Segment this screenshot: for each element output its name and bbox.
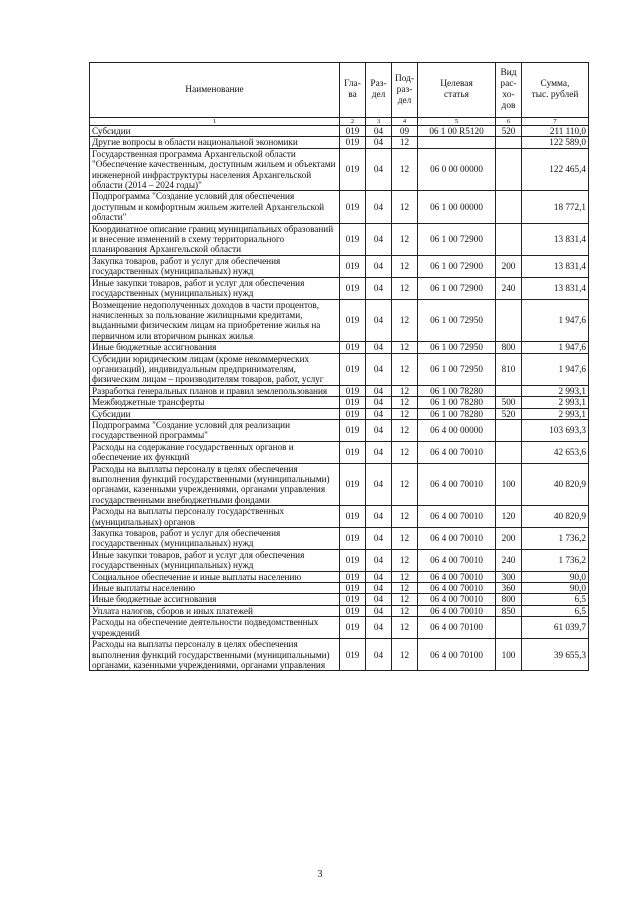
row-sum: 122 465,4 [522,148,589,191]
row-target: 06 1 00 72950 [418,299,496,342]
table-row [90,299,589,342]
table-row [90,223,589,255]
row-sum: 13 831,4 [522,255,589,277]
header-sum: Сумма, тыс. рублей [522,63,589,118]
row-target: 06 1 00 78280 [418,397,496,408]
row-podrazdel: 12 [392,299,418,342]
row-sum: 1 736,2 [522,549,589,571]
table-row [90,342,589,353]
row-name: Субсидии [90,126,340,137]
row-glava: 019 [340,299,366,342]
row-razdel: 04 [366,223,392,255]
row-razdel: 04 [366,571,392,582]
row-razdel: 04 [366,191,392,223]
row-name: Возмещение недополученных доходов в части процентов, начисленных за пользование жилищными кредитами, выданными физическим лицам на приобретение жилья на первичном или вторичном рынках жилья [90,299,340,342]
row-name: Разработка генеральных планов и правил землепользования [90,385,340,396]
row-glava: 019 [340,419,366,441]
row-podrazdel: 12 [392,255,418,277]
column-number-row [90,118,589,126]
row-razdel: 04 [366,353,392,385]
row-vid: 120 [496,506,522,528]
row-vid [496,419,522,441]
row-name: Расходы на выплаты персоналу в целях обеспечения выполнения функций государственными (муниципальными) органами, казенными учреждениями, органами управления государственными внебюджетными фондами [90,463,340,506]
row-razdel: 04 [366,419,392,441]
table-row [90,463,589,506]
table-row [90,255,589,277]
budget-table [89,62,589,671]
row-podrazdel: 12 [392,441,418,463]
row-sum: 2 993,1 [522,408,589,419]
table-row [90,191,589,223]
row-name: Иные закупки товаров, работ и услуг для обеспечения государственных (муниципальных) нужд [90,549,340,571]
row-vid [496,137,522,148]
row-sum: 1 947,6 [522,353,589,385]
row-razdel: 04 [366,463,392,506]
table-row [90,137,589,148]
row-name: Государственная программа Архангельской области "Обеспечение качественным, доступным жильем и объектами инженерной инфраструктуры населения Архангельской области (2014 – 2024 годы)" [90,148,340,191]
row-sum: 103 693,3 [522,419,589,441]
table-row [90,408,589,419]
row-podrazdel: 12 [392,419,418,441]
row-glava: 019 [340,397,366,408]
row-target: 06 4 00 70010 [418,506,496,528]
row-glava: 019 [340,594,366,605]
table-row [90,148,589,191]
table-row [90,639,589,671]
row-vid: 850 [496,605,522,616]
row-target: 06 4 00 70010 [418,605,496,616]
table-row [90,353,589,385]
row-podrazdel: 12 [392,605,418,616]
row-sum: 13 831,4 [522,277,589,299]
row-target: 06 4 00 70100 [418,617,496,639]
row-target: 06 1 00 72900 [418,223,496,255]
row-name: Расходы на выплаты персоналу в целях обеспечения выполнения функций государственными (муниципальными) органами, казенными учреждениями, органами управления [90,639,340,671]
row-target: 06 4 00 70010 [418,463,496,506]
row-razdel: 04 [366,617,392,639]
table-row [90,397,589,408]
table-header-row [90,63,589,118]
row-target: 06 4 00 70010 [418,594,496,605]
row-sum: 18 772,1 [522,191,589,223]
row-podrazdel: 12 [392,137,418,148]
row-podrazdel: 12 [392,342,418,353]
row-vid [496,223,522,255]
row-razdel: 04 [366,277,392,299]
row-razdel: 04 [366,583,392,594]
row-podrazdel: 12 [392,549,418,571]
row-razdel: 04 [366,639,392,671]
row-name: Иные бюджетные ассигнования [90,594,340,605]
row-target: 06 4 00 70010 [418,549,496,571]
row-razdel: 04 [366,408,392,419]
row-sum: 90,0 [522,571,589,582]
header-vid: Вид рас- хо- дов [496,63,522,118]
row-podrazdel: 12 [392,408,418,419]
table-row [90,594,589,605]
row-sum: 122 589,0 [522,137,589,148]
row-name: Подпрограмма "Создание условий для обеспечения доступным и комфортным жильем жителей Архангельской области" [90,191,340,223]
row-target: 06 4 00 00000 [418,419,496,441]
row-target: 06 4 00 70010 [418,528,496,550]
header-name: Наименование [90,63,340,118]
row-target: 06 1 00 72950 [418,342,496,353]
row-razdel: 04 [366,126,392,137]
row-razdel: 04 [366,137,392,148]
row-target: 06 1 00 72900 [418,255,496,277]
row-podrazdel: 12 [392,617,418,639]
row-name: Уплата налогов, сборов и иных платежей [90,605,340,616]
row-razdel: 04 [366,385,392,396]
row-name: Иные закупки товаров, работ и услуг для обеспечения государственных (муниципальных) нужд [90,277,340,299]
row-podrazdel: 12 [392,277,418,299]
row-sum: 2 993,1 [522,385,589,396]
row-podrazdel: 12 [392,148,418,191]
table-row [90,549,589,571]
row-razdel: 04 [366,506,392,528]
row-target [418,137,496,148]
table-row [90,528,589,550]
row-target: 06 1 00 78280 [418,385,496,396]
table-row [90,126,589,137]
row-vid: 240 [496,277,522,299]
row-podrazdel: 12 [392,528,418,550]
row-glava: 019 [340,528,366,550]
row-sum: 6,5 [522,594,589,605]
table-row [90,605,589,616]
row-glava: 019 [340,342,366,353]
table-row [90,419,589,441]
row-podrazdel: 12 [392,506,418,528]
header-glava: Гла- ва [340,63,366,118]
table-row [90,506,589,528]
row-glava: 019 [340,605,366,616]
row-glava: 019 [340,408,366,419]
row-vid: 100 [496,639,522,671]
column-number: 4 [392,118,418,126]
row-sum: 1 947,6 [522,299,589,342]
row-vid [496,148,522,191]
column-number: 5 [418,118,496,126]
column-number: 2 [340,118,366,126]
row-razdel: 04 [366,255,392,277]
row-sum: 6,5 [522,605,589,616]
row-target: 06 1 00 72950 [418,353,496,385]
row-glava: 019 [340,506,366,528]
row-vid: 520 [496,408,522,419]
row-sum: 42 653,6 [522,441,589,463]
row-razdel: 04 [366,605,392,616]
row-target: 06 0 00 00000 [418,148,496,191]
row-glava: 019 [340,463,366,506]
row-glava: 019 [340,223,366,255]
row-sum: 2 993,1 [522,397,589,408]
row-vid [496,385,522,396]
row-podrazdel: 12 [392,571,418,582]
row-razdel: 04 [366,528,392,550]
row-target: 06 4 00 70010 [418,583,496,594]
row-podrazdel: 12 [392,191,418,223]
row-name: Закупка товаров, работ и услуг для обеспечения государственных (муниципальных) нужд [90,528,340,550]
row-razdel: 04 [366,299,392,342]
table-row [90,571,589,582]
row-name: Расходы на содержание государственных органов и обеспечение их функций [90,441,340,463]
row-name: Другие вопросы в области национальной экономики [90,137,340,148]
row-name: Расходы на выплаты персоналу государственных (муниципальных) органов [90,506,340,528]
table-row [90,583,589,594]
row-vid: 520 [496,126,522,137]
row-target: 06 4 00 70010 [418,441,496,463]
row-podrazdel: 12 [392,223,418,255]
row-vid: 300 [496,571,522,582]
row-podrazdel: 12 [392,639,418,671]
row-vid: 200 [496,255,522,277]
row-glava: 019 [340,549,366,571]
row-podrazdel: 12 [392,385,418,396]
row-name: Социальное обеспечение и иные выплаты населению [90,571,340,582]
row-podrazdel: 12 [392,594,418,605]
header-podrazdel: Под- раз- дел [392,63,418,118]
row-target: 06 1 00 00000 [418,191,496,223]
row-podrazdel: 09 [392,126,418,137]
row-sum: 13 831,4 [522,223,589,255]
column-number: 6 [496,118,522,126]
row-glava: 019 [340,255,366,277]
row-glava: 019 [340,277,366,299]
row-podrazdel: 12 [392,583,418,594]
column-number: 1 [90,118,340,126]
header-razdel: Раз- дел [366,63,392,118]
row-razdel: 04 [366,549,392,571]
row-glava: 019 [340,191,366,223]
table-row [90,441,589,463]
row-glava: 019 [340,639,366,671]
row-podrazdel: 12 [392,463,418,506]
row-razdel: 04 [366,594,392,605]
row-vid: 200 [496,528,522,550]
row-name: Иные выплаты населению [90,583,340,594]
row-razdel: 04 [366,148,392,191]
row-razdel: 04 [366,342,392,353]
row-name: Субсидии [90,408,340,419]
row-glava: 019 [340,571,366,582]
row-vid: 800 [496,594,522,605]
row-name: Межбюджетные трансферты [90,397,340,408]
table-row [90,277,589,299]
row-sum: 39 655,3 [522,639,589,671]
row-name: Подпрограмма "Создание условий для реализации государственной программы" [90,419,340,441]
row-glava: 019 [340,385,366,396]
column-number: 7 [522,118,589,126]
row-target: 06 1 00 72900 [418,277,496,299]
row-razdel: 04 [366,397,392,408]
row-sum: 211 110,0 [522,126,589,137]
row-vid [496,617,522,639]
row-name: Субсидии юридическим лицам (кроме некоммерческих организаций), индивидуальным предпринимателям, физическим лицам – производителям товаров, работ, услуг [90,353,340,385]
row-glava: 019 [340,583,366,594]
row-sum: 40 820,9 [522,463,589,506]
header-target: Целевая статья [418,63,496,118]
table-row [90,617,589,639]
row-sum: 90,0 [522,583,589,594]
row-target: 06 1 00 78280 [418,408,496,419]
row-vid: 100 [496,463,522,506]
row-sum: 1 736,2 [522,528,589,550]
row-razdel: 04 [366,441,392,463]
row-name: Закупка товаров, работ и услуг для обеспечения государственных (муниципальных) нужд [90,255,340,277]
row-vid [496,191,522,223]
row-target: 06 1 00 R5120 [418,126,496,137]
row-name: Расходы на обеспечение деятельности подведомственных учреждений [90,617,340,639]
row-name: Иные бюджетные ассигнования [90,342,340,353]
row-glava: 019 [340,148,366,191]
row-vid: 800 [496,342,522,353]
row-target: 06 4 00 70100 [418,639,496,671]
row-sum: 1 947,6 [522,342,589,353]
row-glava: 019 [340,137,366,148]
column-number: 3 [366,118,392,126]
row-vid [496,299,522,342]
row-podrazdel: 12 [392,397,418,408]
row-sum: 61 039,7 [522,617,589,639]
row-glava: 019 [340,126,366,137]
row-vid: 360 [496,583,522,594]
row-vid: 500 [496,397,522,408]
row-target: 06 4 00 70010 [418,571,496,582]
table-row [90,385,589,396]
row-vid: 240 [496,549,522,571]
page-number: 3 [317,869,323,880]
row-glava: 019 [340,617,366,639]
row-vid [496,441,522,463]
row-glava: 019 [340,441,366,463]
row-name: Координатное описание границ муниципальных образований и внесение изменений в схему территориального планирования Архангельской области [90,223,340,255]
row-sum: 40 820,9 [522,506,589,528]
row-glava: 019 [340,353,366,385]
row-podrazdel: 12 [392,353,418,385]
row-vid: 810 [496,353,522,385]
